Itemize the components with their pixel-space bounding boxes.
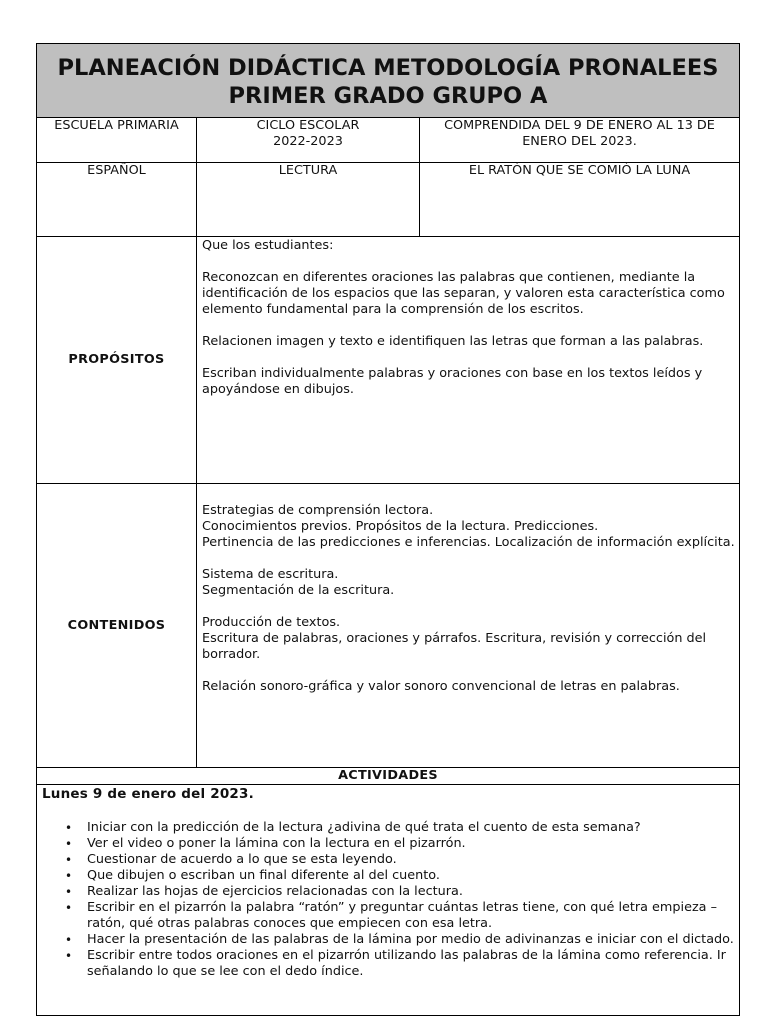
contenidos-content (197, 484, 740, 768)
period-cell (420, 118, 740, 163)
list-item: • Cuestionar de acuerdo a lo que se esta leyendo. (87, 852, 735, 868)
cycle-cell (197, 118, 420, 163)
title-line-2: PRIMER GRADO GRUPO A (228, 82, 548, 109)
actividades-header: ACTIVIDADES (37, 768, 740, 785)
area-name: LECTURA (278, 163, 338, 178)
contenido-line: Estrategias de comprensión lectora. (202, 503, 434, 518)
day-title: Lunes 9 de enero del 2023. (42, 786, 254, 802)
list-item: • Escribir en el pizarrón la palabra “ratón” y preguntar cuántas letras tiene, con qué letra empieza –ratón, qué otras palabras conoces que empiecen con esa letra. (87, 900, 735, 932)
activities-list (42, 820, 735, 980)
contenido-line: Conocimientos previos. Propósitos de la lectura. Predicciones. (202, 519, 599, 534)
period-line-2: ENERO DEL 2023. (522, 134, 637, 149)
contenido-line: Segmentación de la escritura. (202, 583, 395, 598)
contenido-line: Escritura de palabras, oraciones y párrafos. Escritura, revisión y corrección del borrador. (202, 631, 707, 662)
list-item: • Hacer la presentación de las palabras de la lámina por medio de adivinanzas e iniciar con el dictado. (87, 932, 735, 948)
contenido-line: Pertinencia de las predicciones e inferencias. Localización de información explícita. (202, 535, 735, 550)
cycle-value: 2022-2023 (273, 134, 343, 149)
contenido-line: Relación sonoro-gráfica y valor sonoro convencional de letras en palabras. (202, 679, 680, 694)
proposito-paragraph: Reconozcan en diferentes oraciones las palabras que contienen, mediante la identificación de los espacios que las separan, y valoren esta característica como elemento fundamental para la comprensión de los escritos. (202, 270, 725, 317)
planning-table (36, 43, 740, 1016)
document-title (37, 44, 740, 118)
proposito-paragraph: Relacionen imagen y texto e identifiquen las letras que forman a las palabras. (202, 334, 704, 349)
story-cell (420, 163, 740, 237)
contenidos-label: CONTENIDOS (37, 484, 197, 768)
contenido-line: Sistema de escritura. (202, 567, 339, 582)
subject-cell (37, 163, 197, 237)
actividades-content (37, 785, 740, 1016)
list-item: • Ver el video o poner la lámina con la lectura en el pizarrón. (87, 836, 735, 852)
school-name: ESCUELA PRIMARIA (54, 118, 179, 133)
propositos-label: PROPÓSITOS (37, 237, 197, 484)
propositos-intro: Que los estudiantes: (202, 238, 334, 253)
proposito-paragraph: Escriban individualmente palabras y oraciones con base en los textos leídos y apoyándose en dibujos. (202, 366, 703, 397)
story-title: EL RATÓN QUE SE COMIÓ LA LUNA (468, 163, 691, 178)
area-cell (197, 163, 420, 237)
cycle-label: CICLO ESCOLAR (256, 118, 360, 133)
list-item: • Realizar las hojas de ejercicios relacionadas con la lectura. (87, 884, 735, 900)
list-item: • Iniciar con la predicción de la lectura ¿adivina de qué trata el cuento de esta semana? (87, 820, 735, 836)
list-item: • Escribir entre todos oraciones en el pizarrón utilizando las palabras de la lámina como referencia. Ir señalando lo que se lee con el dedo índice. (87, 948, 735, 980)
planning-document (36, 43, 739, 1016)
list-item: • Que dibujen o escriban un final diferente al del cuento. (87, 868, 735, 884)
title-line-1: PLANEACIÓN DIDÁCTICA METODOLOGÍA PRONALEES (57, 54, 719, 81)
subject-name: ESPAÑOL (87, 163, 146, 178)
contenido-line: Producción de textos. (202, 615, 341, 630)
propositos-content (197, 237, 740, 484)
school-cell (37, 118, 197, 163)
period-line-1: COMPRENDIDA DEL 9 DE ENERO AL 13 DE (444, 118, 715, 133)
